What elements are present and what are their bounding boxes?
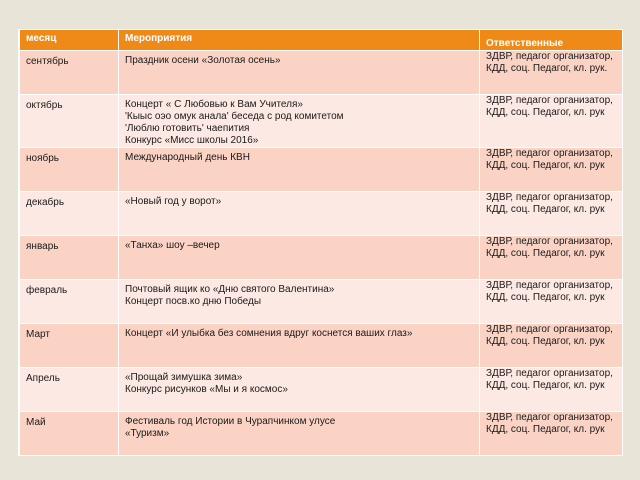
cell-month: октябрь xyxy=(20,95,119,148)
cell-responsible: ЗДВР, педагог организатор, КДД, соц. Педагог, кл. рук xyxy=(480,192,623,236)
header-month: месяц xyxy=(20,30,119,51)
header-responsible: Ответственные xyxy=(480,30,623,51)
events-table xyxy=(19,29,623,456)
events-table-container xyxy=(18,29,623,456)
cell-responsible: ЗДВР, педагог организатор, КДД, соц. Педагог, кл. рук. xyxy=(480,51,623,95)
cell-event: Почтовый ящик ко «Дню святого Валентина» Концерт посв.ко дню Победы xyxy=(119,280,480,324)
cell-event: «Новый год у ворот» xyxy=(119,192,480,236)
cell-responsible: ЗДВР, педагог организатор, КДД, соц. Педагог, кл. рук xyxy=(480,280,623,324)
cell-month: Март xyxy=(20,324,119,368)
cell-event: «Танха» шоу –вечер xyxy=(119,236,480,280)
cell-event: «Прощай зимушка зима» Конкурс рисунков «Мы и я космос» xyxy=(119,368,480,412)
cell-event: Концерт «И улыбка без сомнения вдруг коснется ваших глаз» xyxy=(119,324,480,368)
header-events: Мероприятия xyxy=(119,30,480,51)
cell-event: Фестиваль год Истории в Чурапчинком улусе «Туризм» xyxy=(119,412,480,456)
cell-month: февраль xyxy=(20,280,119,324)
cell-month: ноябрь xyxy=(20,148,119,192)
table-row xyxy=(20,280,623,324)
cell-event: Праздник осени «Золотая осень» xyxy=(119,51,480,95)
cell-month: январь xyxy=(20,236,119,280)
table-row xyxy=(20,368,623,412)
cell-event: Концерт « С Любовью к Вам Учителя» 'Кыыс оэо омук анала' беседа с род комитетом 'Люблю готовить' чаепития Конкурс «Мисс школы 2016» xyxy=(119,95,480,148)
cell-responsible: ЗДВР, педагог организатор, КДД, соц. Педагог, кл. рук xyxy=(480,95,623,148)
cell-responsible: ЗДВР, педагог организатор, КДД, соц. Педагог, кл. рук xyxy=(480,368,623,412)
table-row xyxy=(20,324,623,368)
table-row xyxy=(20,51,623,95)
table-row xyxy=(20,95,623,148)
table-header-row xyxy=(20,30,623,51)
cell-responsible: ЗДВР, педагог организатор, КДД, соц. Педагог, кл. рук xyxy=(480,412,623,456)
cell-month: Май xyxy=(20,412,119,456)
cell-responsible: ЗДВР, педагог организатор, КДД, соц. Педагог, кл. рук xyxy=(480,324,623,368)
table-row xyxy=(20,236,623,280)
cell-event: Международный день КВН xyxy=(119,148,480,192)
cell-responsible: ЗДВР, педагог организатор, КДД, соц. Педагог, кл. рук xyxy=(480,148,623,192)
cell-month: сентябрь xyxy=(20,51,119,95)
table-row xyxy=(20,412,623,456)
cell-month: декабрь xyxy=(20,192,119,236)
table-row xyxy=(20,192,623,236)
table-row xyxy=(20,148,623,192)
cell-month: Апрель xyxy=(20,368,119,412)
cell-responsible: ЗДВР, педагог организатор, КДД, соц. Педагог, кл. рук xyxy=(480,236,623,280)
